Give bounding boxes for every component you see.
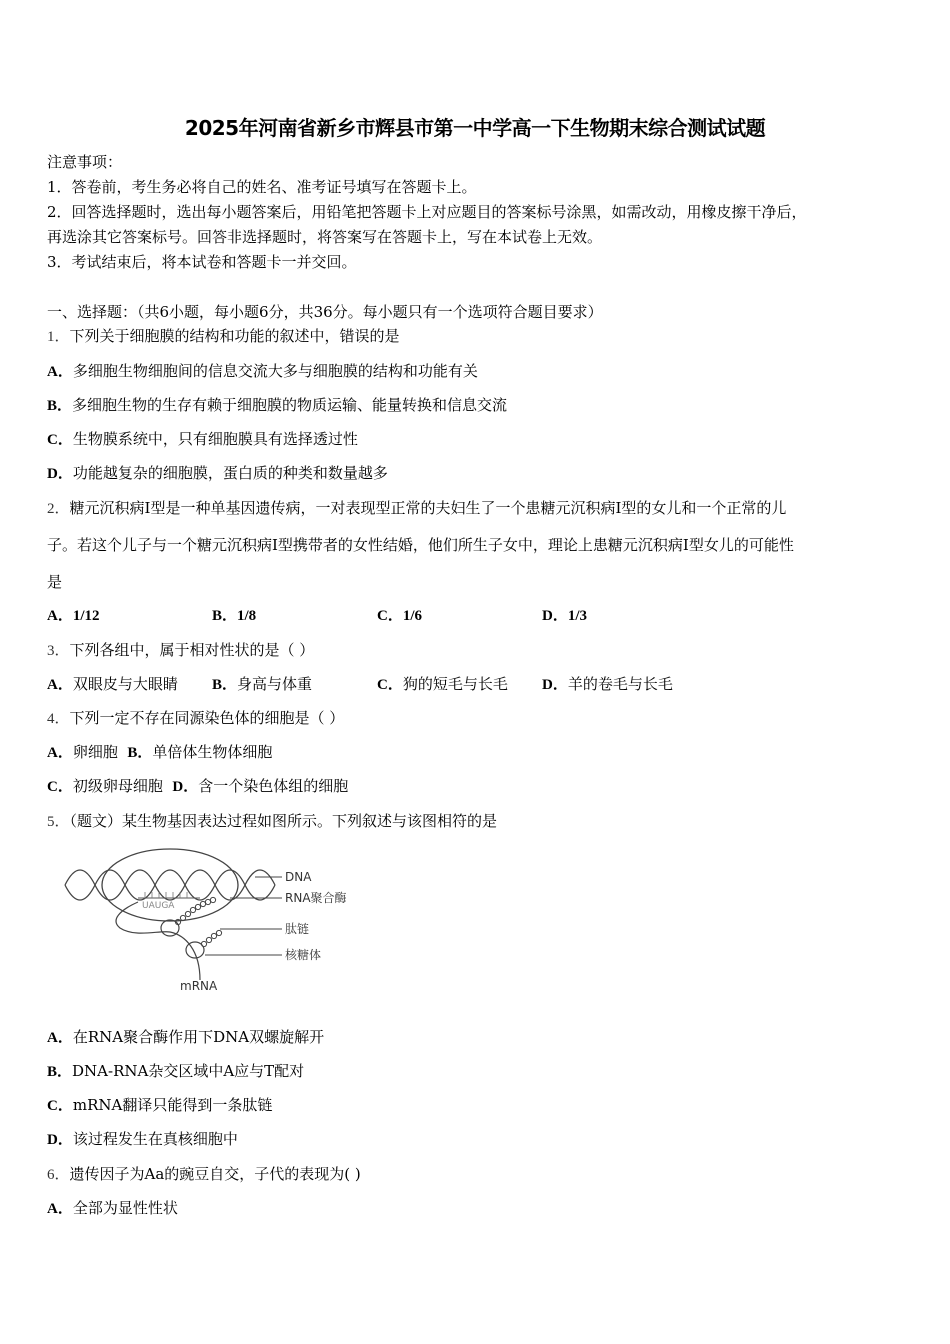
q2-option-b [212,606,256,626]
label-ribosome: 核糖体 [285,948,322,962]
option-text: 功能越复杂的细胞膜，蛋白质的种类和数量越多 [72,464,388,482]
option-text: 羊的卷毛与长毛 [567,675,673,693]
option-text: DNA-RNA杂交区域中A应与T配对 [72,1062,305,1080]
option-text: 身高与体重 [237,675,313,693]
option-text: 在RNA聚合酶作用下DNA双螺旋解开 [72,1028,325,1046]
option-label: B． [47,1064,73,1080]
question-text: （题文）某生物基因表达过程如图所示。下列叙述与该图相符的是 [69,812,498,830]
q1-option-d [47,463,388,484]
option-text: 卵细胞 [72,743,118,761]
peptide-chain-1 [175,897,215,924]
q3-option-b [212,674,312,695]
option-label: A． [47,745,73,761]
label-peptide: 肽链 [285,922,310,936]
q4-options-row-1 [47,742,272,763]
q1-option-a [47,361,478,382]
question-3-stem [47,640,314,661]
question-number: 1． [47,329,70,345]
question-number: 5． [47,814,70,830]
q4-options-row-2 [47,776,348,797]
q6-option-a [47,1198,178,1219]
question-text: 糖元沉积病Ⅰ型是一种单基因遗传病，一对表现型正常的夫妇生了一个患糖元沉积病Ⅰ型的女儿和一个正常的儿 [69,499,787,517]
q3-option-a [47,674,178,695]
question-text: 下列各组中，属于相对性状的是（ ） [69,641,315,659]
notice-item-1: 1．答卷前，考生务必将自己的姓名、准考证号填写在答题卡上。 [47,178,477,196]
label-mrna: mRNA [180,979,218,993]
option-text: 全部为显性性状 [72,1199,178,1217]
option-label: B． [212,677,238,693]
question-number: 2． [47,501,70,517]
notice-heading: 注意事项： [47,153,123,171]
question-2-stem-line-2: 子。若这个儿子与一个糖元沉积病Ⅰ型携带者的女性结婚，他们所生子女中，理论上患糖元沉积病Ⅰ型女儿的可能性 [47,536,794,554]
option-text: 多细胞生物的生存有赖于细胞膜的物质运输、能量转换和信息交流 [72,396,508,414]
q2-options-row [47,606,907,626]
option-text: 双眼皮与大眼睛 [72,675,178,693]
option-label: A． [47,364,73,380]
option-text: 1/12 [72,608,100,624]
option-text: 1/6 [402,608,423,624]
option-text: mRNA翻译只能得到一条肽链 [72,1096,273,1114]
question-6-stem [47,1164,361,1185]
q1-option-c [47,429,358,450]
q5-option-a [47,1027,324,1048]
ribosome-1 [161,920,179,936]
section-heading: 一、选择题：（共6小题，每小题6分，共36分。每小题只有一个选项符合题目要求） [47,303,603,321]
option-label: D． [172,779,199,795]
option-label: C． [47,1098,73,1114]
notice-item-3: 3．考试结束后，将本试卷和答题卡一并交回。 [47,253,357,271]
q2-option-d [542,606,587,626]
page-title: 2025年河南省新乡市辉县市第一中学高一下生物期末综合测试试题 [184,116,766,140]
option-label: A． [47,608,73,624]
option-text: 含一个染色体组的细胞 [198,777,349,795]
question-4-stem [47,708,344,729]
label-rna-polymerase: RNA聚合酶 [285,891,347,905]
peptide-chain-2 [201,930,221,946]
option-text: 单倍体生物体细胞 [152,743,273,761]
question-5-stem [47,811,497,832]
q3-options-row [47,674,907,694]
option-label: C． [47,432,73,448]
question-text: 下列一定不存在同源染色体的细胞是（ ） [69,709,345,727]
dna-strand-2 [65,870,275,900]
option-label: C． [377,677,403,693]
option-label: D． [542,677,568,693]
question-1-stem [47,326,400,347]
question-2-stem-line-1 [47,498,786,519]
question-number: 4． [47,711,70,727]
option-text: 生物膜系统中，只有细胞膜具有选择透过性 [72,430,358,448]
option-label: D． [542,608,568,624]
dna-strand-1 [65,870,275,900]
option-label: A． [47,1201,73,1217]
question-2-stem-line-3: 是 [47,573,63,591]
q3-option-d [542,674,673,695]
option-label: B． [47,398,73,414]
question-text: 下列关于细胞膜的结构和功能的叙述中，错误的是 [69,327,400,345]
option-label: C． [377,608,403,624]
option-text: 1/3 [567,608,588,624]
option-text: 初级卵母细胞 [72,777,163,795]
question-text: 遗传因子为Aa的豌豆自交，子代的表现为( ) [69,1165,361,1183]
q5-option-d [47,1129,238,1150]
option-label: A． [47,1030,73,1046]
notice-item-2-cont: 再选涂其它答案标号。回答非选择题时，将答案写在答题卡上，写在本试卷上无效。 [47,228,603,246]
q3-option-c [377,674,508,695]
option-label: C． [47,779,73,795]
option-text: 狗的短毛与长毛 [402,675,508,693]
gene-expression-figure [60,840,360,1000]
option-text: 该过程发生在真核细胞中 [72,1130,238,1148]
option-label: B． [127,745,153,761]
question-number: 6． [47,1167,70,1183]
option-label: D． [47,1132,73,1148]
label-dna: DNA [285,870,312,884]
base-sequence-text: UAUGA [142,901,175,911]
option-label: B． [212,608,238,624]
question-number: 3． [47,643,70,659]
q1-option-b [47,395,507,416]
q2-option-a [47,606,100,626]
notice-item-2: 2．回答选择题时，选出每小题答案后，用铅笔把答题卡上对应题目的答案标号涂黑，如需改动，用橡皮擦干净后， [47,203,807,221]
q5-option-c [47,1095,272,1116]
gene-expression-diagram [60,840,360,1000]
q5-option-b [47,1061,304,1082]
option-text: 多细胞生物细胞间的信息交流大多与细胞膜的结构和功能有关 [72,362,478,380]
q2-option-c [377,606,422,626]
option-label: A． [47,677,73,693]
option-text: 1/8 [237,608,257,624]
option-label: D． [47,466,73,482]
